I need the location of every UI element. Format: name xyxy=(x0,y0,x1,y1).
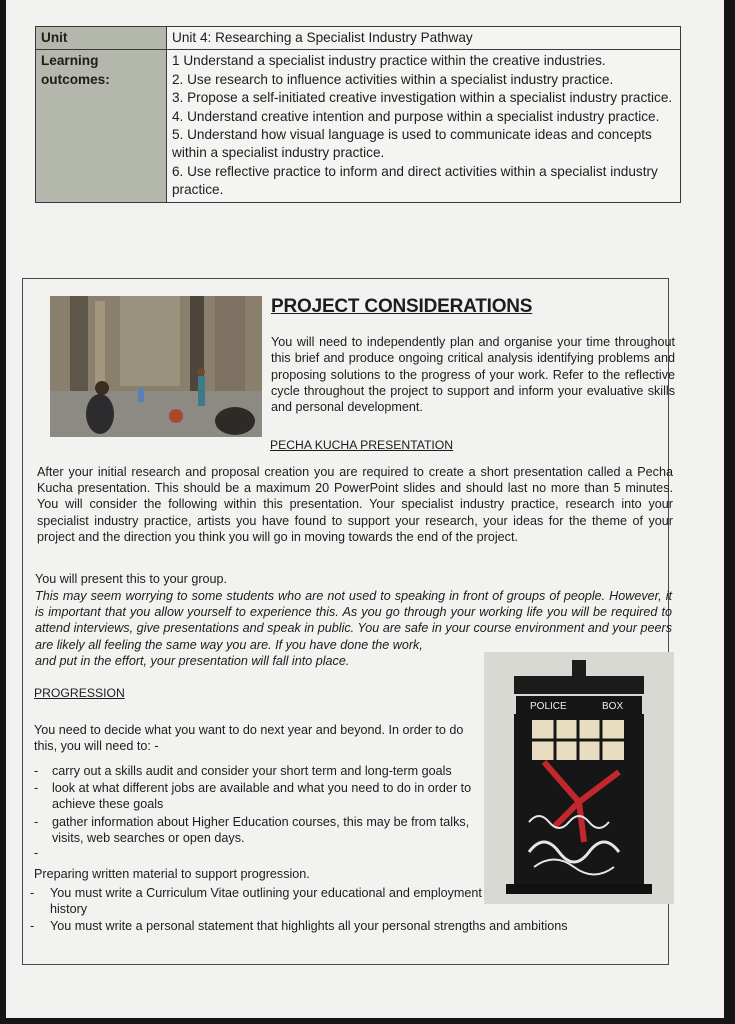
bullet-dash: - xyxy=(34,814,39,829)
list-item xyxy=(34,763,476,779)
pecha-body: After your initial research and proposal creation you are required to create a short presentation called a Pecha Kucha presentation. This should be a maximum 20 PowerPoint slides and should last no more than 5 minutes. You will consider the following within this presentation. Your specialist industry practice, research into your specialist industry practice, artists you have found to support your research, your ideas for the theme of your project and the direction you think you will go in moving towards the end of the project. xyxy=(37,465,673,544)
outcomes-label: Learning outcomes: xyxy=(36,50,167,202)
outcomes-list xyxy=(167,50,681,202)
list-item-text: carry out a skills audit and consider your short term and long-term goals xyxy=(52,764,452,778)
written-list xyxy=(30,885,630,936)
list-item xyxy=(34,780,476,812)
list-item-text: You must write a personal statement that highlights all your personal strengths and ambitions xyxy=(50,919,568,934)
empty-bullet: - xyxy=(34,846,39,860)
street-photo-icon xyxy=(50,296,262,437)
bullet-dash: - xyxy=(34,781,39,796)
written-intro: Preparing written material to support progression. xyxy=(34,867,310,881)
list-item-text: gather information about Higher Education courses, this may be from talks, visits, web searches or open days. xyxy=(52,814,470,845)
presentation-note: This may seem worrying to some students who are not used to speaking in front of groups of people. However, it is important that you allow yourself to experience this. As you go through your working life you will be required to attend interviews, give presentations and speak in public. You are safe in your course environment and your peers are likely all feeling the same way you are. If you have done the work, xyxy=(35,589,672,652)
list-item xyxy=(34,814,476,846)
outcome-3: 3. Propose a self-initiated creative investigation within a specialist industry practice. xyxy=(172,90,673,106)
outcome-5: 5. Understand how visual language is used to communicate ideas and concepts within a specialist industry practice. xyxy=(172,127,652,161)
list-item-text: look at what different jobs are available and what you need to do in order to achieve these goals xyxy=(52,781,472,812)
project-intro: You will need to independently plan and organise your time throughout this brief and produce ongoing critical analysis identifying problems and proposing solutions to the progress of your work. Refer to the reflective cycle throughout the project to support and inform your evaluative skills and personal development. xyxy=(271,335,675,415)
police-sign-right: BOX xyxy=(602,701,624,712)
progression-heading: PROGRESSION xyxy=(34,686,125,700)
pecha-heading: PECHA KUCHA PRESENTATION xyxy=(270,438,454,452)
presentation-note-end: and put in the effort, your presentation will fall into place. xyxy=(35,654,350,668)
outcome-2: 2. Use research to influence activities within a specialist industry practice. xyxy=(172,71,614,87)
unit-label: Unit xyxy=(36,27,167,50)
outcome-4: 4. Understand creative intention and purpose within a specialist industry practice. xyxy=(172,108,660,124)
unit-value: Unit 4: Researching a Specialist Industry Pathway xyxy=(167,27,681,50)
bullet-dash: - xyxy=(30,919,35,934)
outcome-1: 1 Understand a specialist industry practice within the creative industries. xyxy=(172,53,606,69)
police-sign-left: POLICE xyxy=(530,701,567,712)
outcome-6: 6. Use reflective practice to inform and direct activities within a specialist industry practice. xyxy=(172,163,658,198)
unit-table xyxy=(35,26,681,203)
bullet-dash: - xyxy=(34,764,39,778)
present-line: You will present this to your group. xyxy=(35,572,228,586)
list-item-text: You must write a Curriculum Vitae outlining your educational and employment history xyxy=(50,886,482,917)
list-item xyxy=(30,918,630,934)
project-heading: PROJECT CONSIDERATIONS xyxy=(271,296,533,317)
progression-list xyxy=(34,763,476,847)
progression-intro: You need to decide what you want to do next year and beyond. In order to do this, you will need to: - xyxy=(34,723,464,754)
list-item xyxy=(30,885,492,917)
bullet-dash: - xyxy=(30,886,35,900)
